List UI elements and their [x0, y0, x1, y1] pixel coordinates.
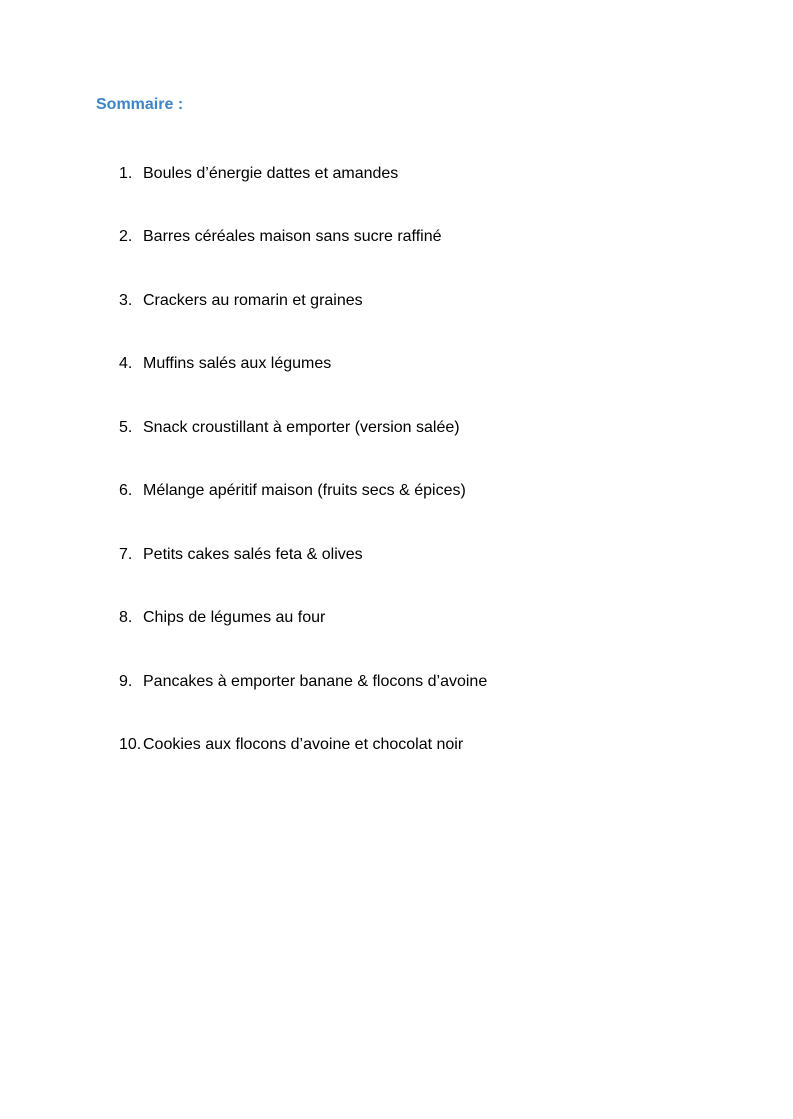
toc-item-label: Cookies aux flocons d’avoine et chocolat noir	[143, 736, 464, 753]
toc-item-label: Mélange apéritif maison (fruits secs & épices)	[143, 482, 466, 499]
toc-item-number: 3.	[119, 292, 133, 309]
toc-item-number: 6.	[119, 482, 133, 499]
toc-item-label: Snack croustillant à emporter (version salée)	[143, 419, 460, 436]
toc-item-label: Petits cakes salés feta & olives	[143, 546, 363, 563]
toc-item-number: 10.	[119, 736, 142, 753]
toc-item-label: Barres céréales maison sans sucre raffiné	[143, 228, 442, 245]
toc-item-number: 8.	[119, 609, 133, 626]
toc-title: Sommaire :	[96, 96, 184, 113]
toc-item-number: 5.	[119, 419, 133, 436]
toc-item-label: Crackers au romarin et graines	[143, 292, 363, 309]
toc-item-number: 4.	[119, 355, 133, 372]
toc-item-label: Pancakes à emporter banane & flocons d’avoine	[143, 673, 488, 690]
toc-item-number: 7.	[119, 546, 133, 563]
toc-item-number: 1.	[119, 165, 133, 182]
toc-item-number: 2.	[119, 228, 133, 245]
toc-item-label: Chips de légumes au four	[143, 609, 326, 626]
toc-item-label: Muffins salés aux légumes	[143, 355, 332, 372]
toc-item-label: Boules d’énergie dattes et amandes	[143, 165, 399, 182]
toc-item-number: 9.	[119, 673, 133, 690]
